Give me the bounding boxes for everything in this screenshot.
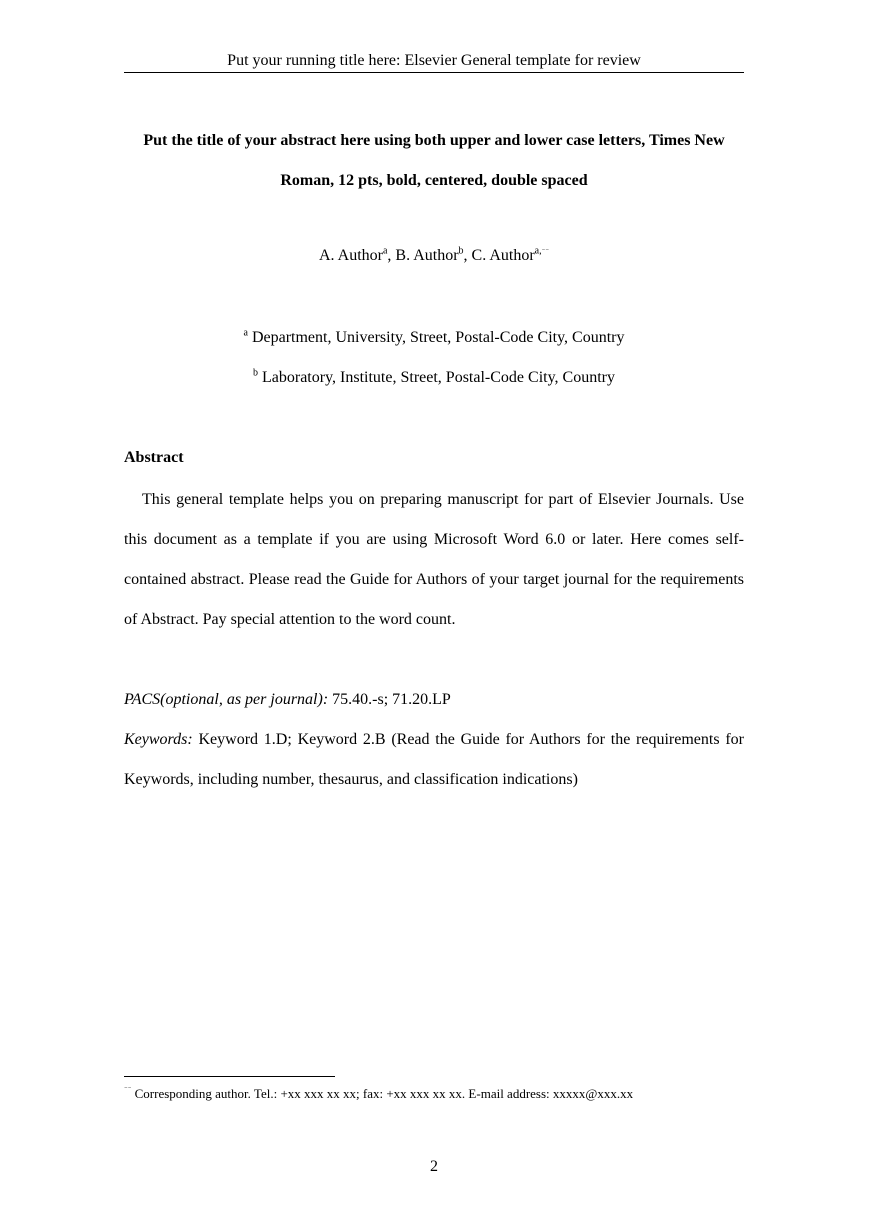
author-affiliation-mark: a xyxy=(382,245,388,257)
author-name: C. Author xyxy=(471,247,535,264)
author-separator: , xyxy=(463,247,472,264)
keywords-label: Keywords: xyxy=(124,731,193,748)
affiliation-a xyxy=(124,327,744,349)
keywords-line xyxy=(124,720,744,800)
header-rule xyxy=(124,72,744,73)
keywords-value: Keyword 1.D; Keyword 2.B (Read the Guide for Authors for the requirements for Keywords, including number, thesaurus, and classification indications) xyxy=(124,731,744,788)
footnote-rule xyxy=(124,1076,335,1077)
author-name: B. Author xyxy=(395,247,459,264)
affiliation-mark: b xyxy=(253,367,258,379)
footnote-mark: ⁻⁻ xyxy=(124,1085,132,1093)
author-affiliation-mark: b xyxy=(458,245,464,257)
footnote-text: Corresponding author. Tel.: +xx xxx xx xx; fax: +xx xxx xx xx. E-mail address: xxxxx@xxx.xx xyxy=(131,1086,634,1101)
page-number: 2 xyxy=(430,1158,438,1175)
footnote xyxy=(124,1085,764,1103)
corresponding-author-mark: ⁻⁻ xyxy=(541,247,550,255)
pacs-line xyxy=(124,689,744,711)
author-list xyxy=(124,245,744,267)
affiliation-text: Department, University, Street, Postal-Code City, Country xyxy=(247,329,625,346)
running-head: Put your running title here: Elsevier General template for review xyxy=(227,52,641,69)
affiliation-b xyxy=(124,367,744,389)
affiliation-mark: a xyxy=(243,327,248,339)
paper-title: Put the title of your abstract here using both upper and lower case letters, Times New Roman, 12 pts, bold, centered, double spaced xyxy=(143,132,725,189)
abstract-body: This general template helps you on preparing manuscript for part of Elsevier Journals. Use this document as a template if you are using Microsoft Word 6.0 or later. Here comes self-contained abstract. Please read the Guide for Authors of your target journal for the requirements of Abstract. Pay special attention to the word count. xyxy=(124,491,744,628)
author-affiliation-mark: a, xyxy=(534,245,542,257)
author-separator: , xyxy=(387,247,396,264)
pacs-value: 75.40.-s; 71.20.LP xyxy=(328,691,451,708)
author-name: A. Author xyxy=(318,247,383,264)
pacs-label: PACS(optional, as per journal): xyxy=(124,691,329,708)
abstract-heading: Abstract xyxy=(124,449,184,466)
affiliation-text: Laboratory, Institute, Street, Postal-Code City, Country xyxy=(258,369,615,386)
